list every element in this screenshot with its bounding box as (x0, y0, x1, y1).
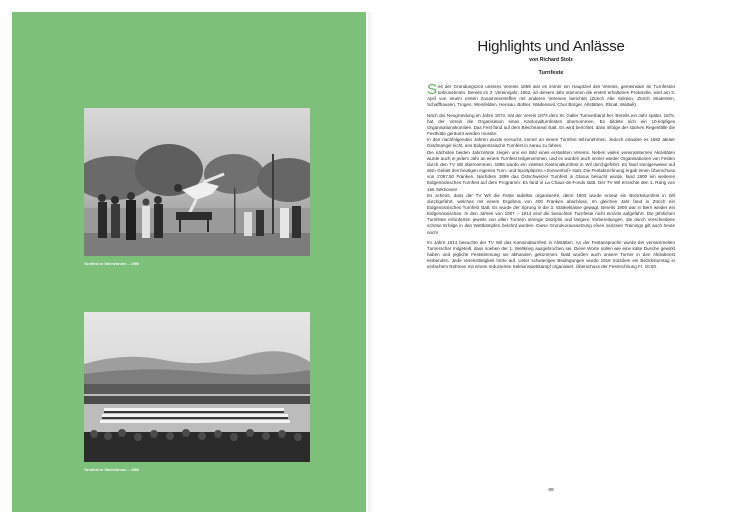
photo-gymnast-image (84, 108, 310, 256)
paragraph-3: Im Jahre 1914 besuchte der TV Wil das Kantonalturnfest in Altstätten. An der Festansprache wurde der versammelten Turnerschar mitgeteilt, dass soeben der 1. Weltkrieg ausgebrochen sei. Diese Worte sollen wie eine kalte Dusche gewirkt haben und jegliche Feststimmung sei abhanden gekommen. Bald wurden auch unsere Turner in den Aktivdienst einberufen. Jede Vereinstätigkeit hörte auf. Unter schwierigen Bedingungen wurde 1916 trotzdem ein Bezirksturntag in einfachem Rahmen mit einem reduzierten Sektionswettkampf organisiert. Überschuss der Festrechnung Fr. 10.50. (427, 239, 675, 270)
paragraph-1-text: eit der Gründungszeit unseres Vereins 1859 war es immer ein Hauptziel des Vereins, gemeinsam an Turnfesten teilzunehmen. Bereits im 3. Vereinsjahr, 1862, an diesem Jahr stammen die ersten erhaltenen Protokolle, wird am 3. April von einem ersten Zusammentreffen mit anderen Vereinen berichtet (Zürich Alte Sektion, Zürich Studenten, Schaffhausen, Trogen, Weinfelden, Herisau, Bühler, Wädenswil, Chur Bürger, Altstätten, Ebnat, Wattwil). (427, 84, 675, 108)
photo-festival-image (84, 312, 310, 462)
left-page (12, 12, 366, 512)
section-heading: Turnfeste (538, 70, 564, 76)
photo-caption: Turnfest in Steinebrunn – 1906 (84, 262, 140, 266)
historic-photo-festival (84, 312, 310, 462)
paragraph-2: Nach der Neugründung im Jahre 1873, trat der Verein 1874 dem St. Galler Turnverband bei. Bereits ein Jahr später, 1875, hat der Verein die Organisation eines Kantonalturnfestes übernommen. Es bildete sich ein 10-köpfiges Organisationskomitee. Das Fest fand auf dem Bleicheareal statt. Es wird berichtet, dass infolge der starken Regenfälle die Festhütte geräumt werden musste. In den nachfolgenden Jahren wurde versucht, immer an einem Turnfest teilzunehmen. Jedoch erlaubte es 1882 akuter Geldmangel nicht, ans Eidgenössische Turnfest in Aarau zu fahren. Die nächsten beiden Jahrzehnte zeigen uns ein Bild eines erstarkten Vereins. Neben vielen vereinsinternen Aktivitäten wurde auch in jedem Jahr an einem Turnfest teilgenommen, und es wurden auch immer wieder Organisationen von Festen durch den TV Wil übernommen. 1896 wurde ein zweites Kantonalturnfest in Wil durchgeführt. Es fand sinnigerweise auf dem Gebiet des heutigen eigenen Turn- und Sportplatzes «Sonnenhof» statt. Die Festabrechnung ergab einen Überschuss von 1'097.50 Franken. Nachdem 1899 das Ostschweizer Turnfest in Glarus besucht wurde, fand 1900 ein weiteres Eidgenössisches Turnfest auf dem Programm. Es fand in La Chaux-de-Fonds statt. Der TV Wil erreichte den 1. Rang von 156 Sektionen! Es scheint, dass der TV Wil die Feste tadellos organisierte, denn 1903 wurde erneut ein Bezirksturnfest in Wil durchgeführt, welches mit einem Ergebnis von 400 Franken abschloss. Im gleichen Jahr fand in Zürich ein Eidgenössisches Turnfest statt. Es wurde der Sprung in die 3. Stärkeklasse gewagt. Bereits 1906 war in Bern wieder ein Eidgenössisches. In den Jahren von 1907 – 1914 sind die besuchten Turnfeste nicht einzeln aufgeführt. Die jährlichen Turnfeste erforderten jeweils von allen Turnern strenge Disziplin und längere Vorbereitungen, die durch verschiedene schöne Erfolge in den Wettkämpfen belohnt wurden. Diese Grundvoraussetzung eines seriösen Trainings gilt auch heute noch! (427, 112, 675, 235)
photo-caption: Turnfest in Steinebrunn – 1906 (84, 468, 140, 472)
paragraph-1 (427, 81, 675, 109)
body-text (427, 81, 675, 271)
page-title: Highlights und Anlässe (477, 38, 625, 55)
right-page (374, 12, 728, 512)
dropcap-letter: S (427, 81, 438, 98)
page-number: 89 (548, 488, 554, 493)
historic-photo-gymnast (84, 108, 310, 256)
author-byline: von Richard Stolz (529, 57, 573, 63)
